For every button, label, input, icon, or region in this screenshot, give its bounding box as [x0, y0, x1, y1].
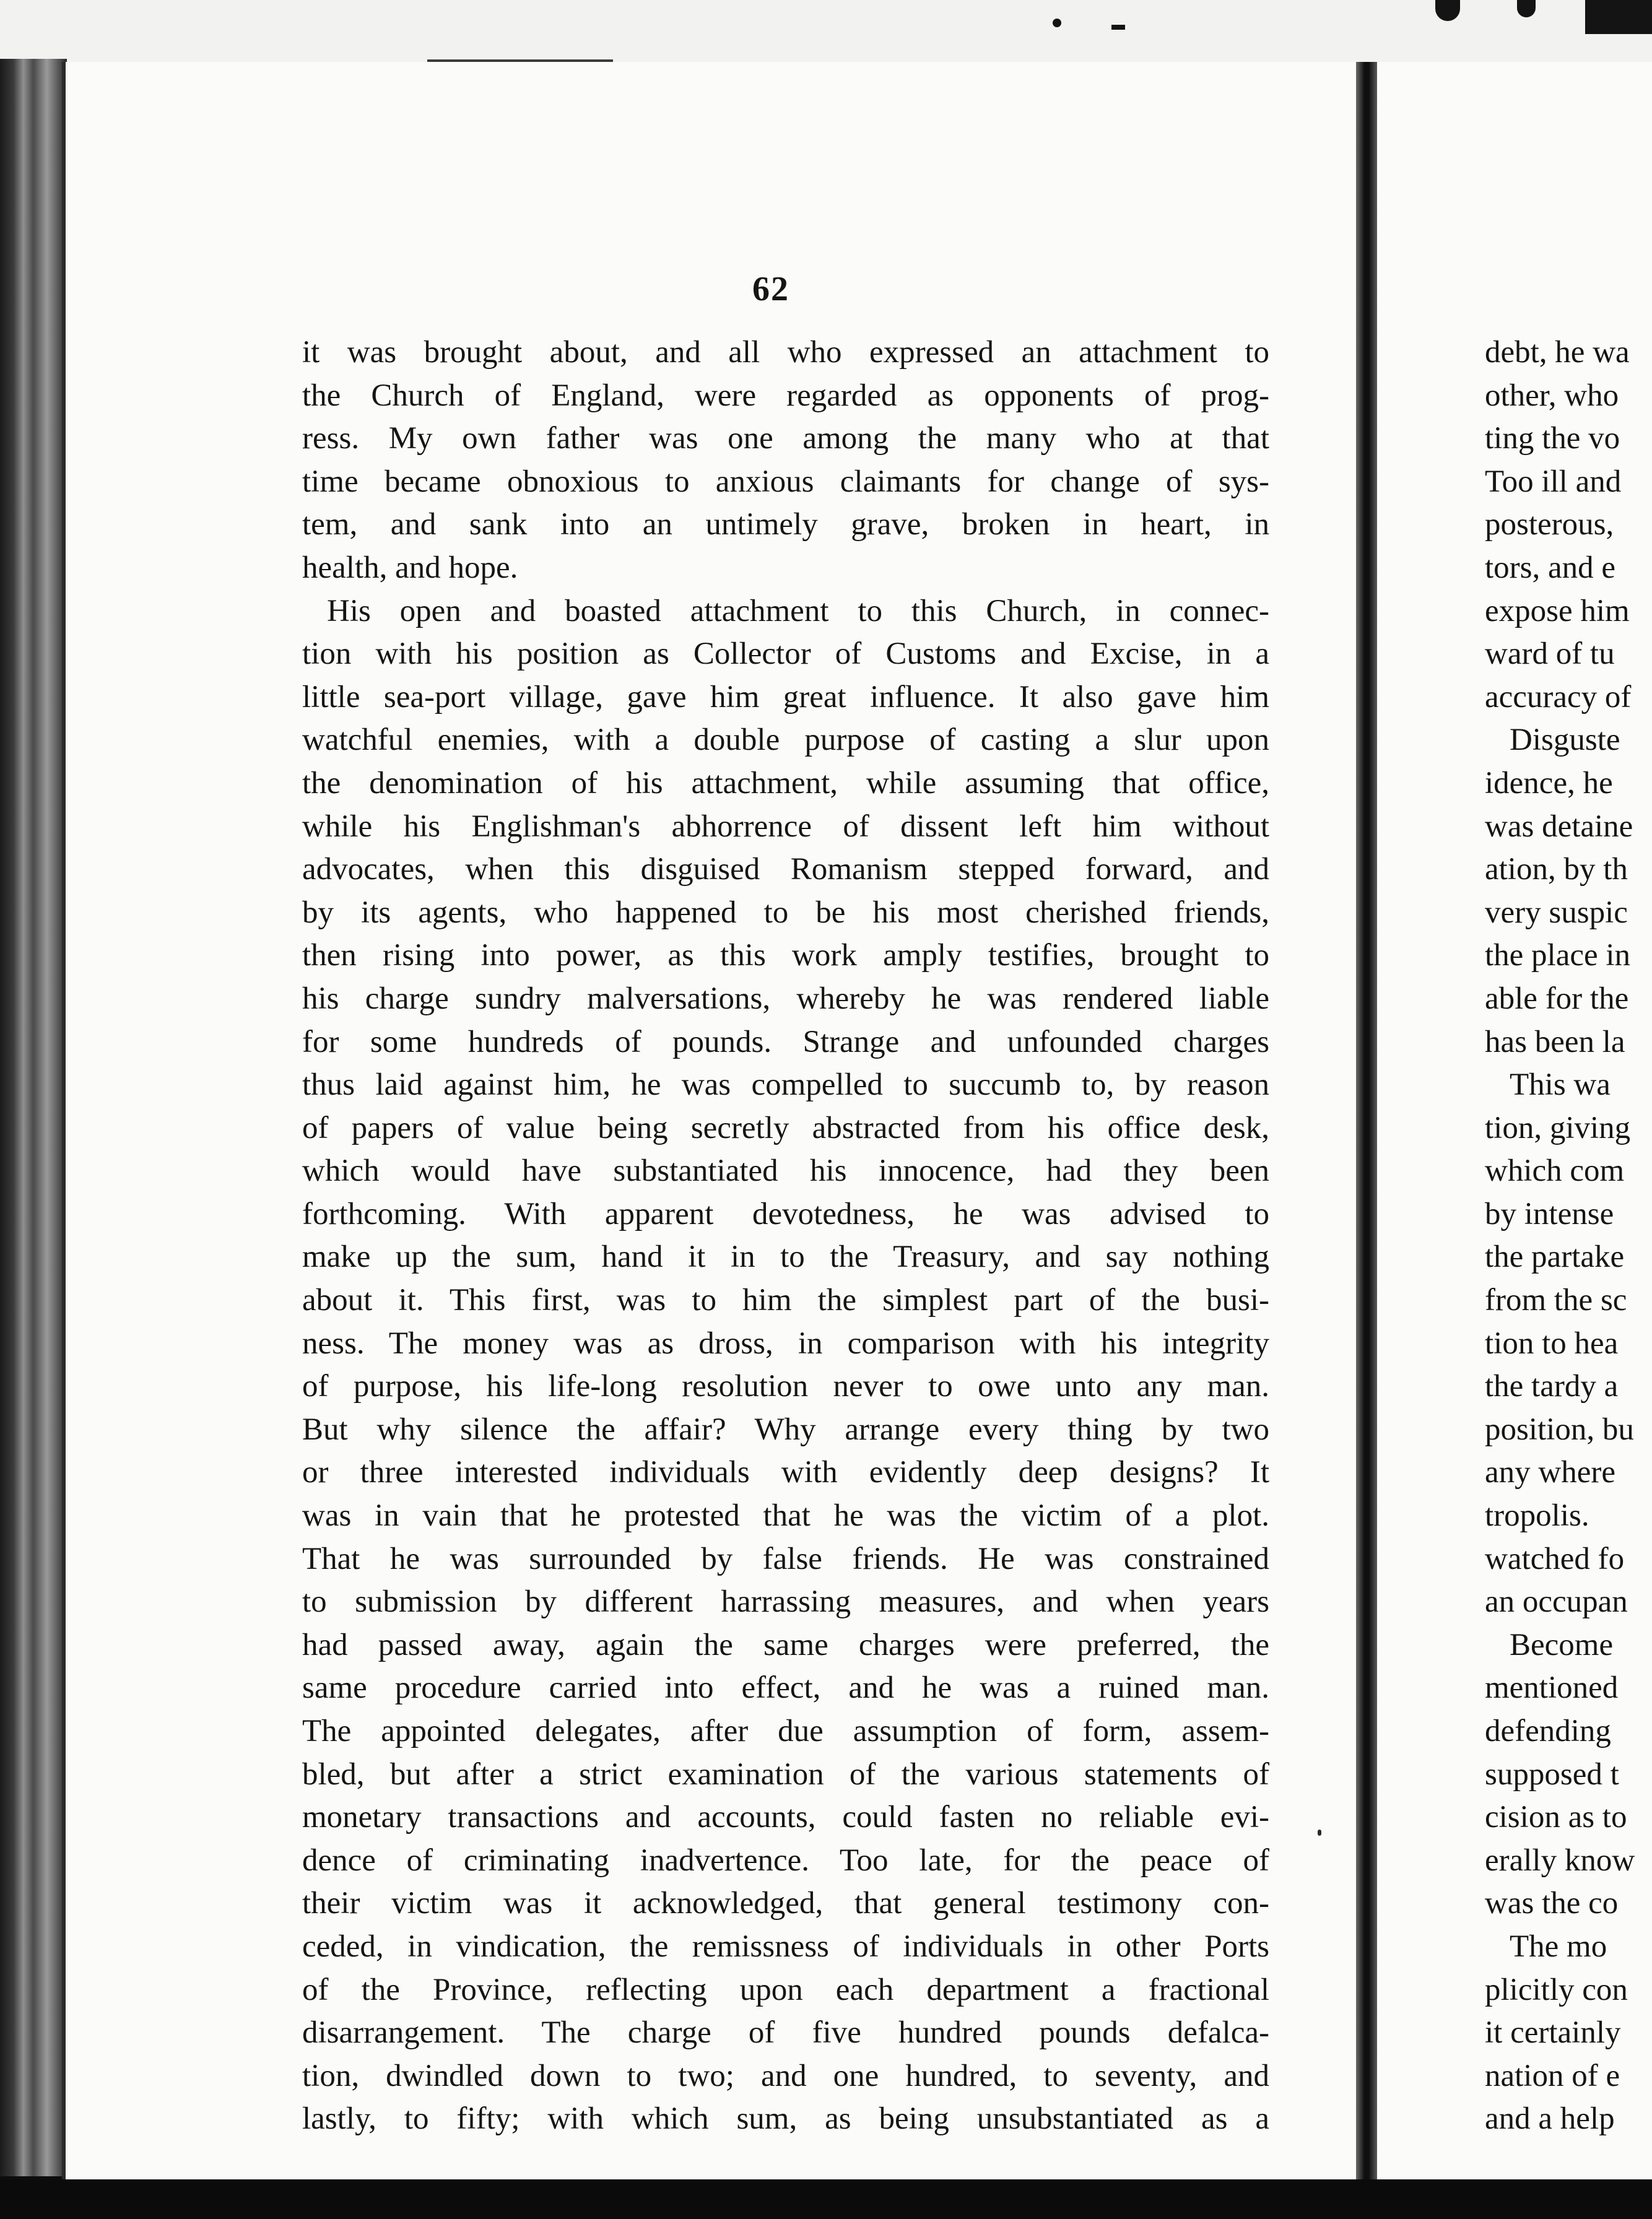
- text-line: to submission by different harrassing measures, and when years: [302, 1584, 1269, 1620]
- text-line: has been la: [1485, 1024, 1625, 1059]
- text-line: monetary transactions and accounts, could fasten no reliable evi-: [302, 1800, 1269, 1835]
- text-line: had passed away, again the same charges were preferred, the: [302, 1627, 1269, 1662]
- text-line: or three interested individuals with evidently deep designs? It: [302, 1455, 1269, 1490]
- text-line: tion, giving: [1485, 1110, 1631, 1145]
- book-gutter: [1356, 62, 1377, 2179]
- ink-speck: [1585, 0, 1652, 34]
- text-line: defending: [1485, 1714, 1611, 1748]
- text-line: cision as to: [1485, 1800, 1627, 1835]
- text-line: The mo: [1510, 1929, 1607, 1964]
- text-line: plicitly con: [1485, 1972, 1628, 2007]
- text-line: the tardy a: [1485, 1369, 1619, 1404]
- text-line: ness. The money was as dross, in comparison with his integrity: [302, 1326, 1269, 1361]
- text-line: ting the vo: [1485, 421, 1620, 456]
- text-line: nation of e: [1485, 2058, 1620, 2093]
- ink-speck: [1517, 0, 1536, 17]
- text-line: was in vain that he protested that he was the victim of a plot.: [302, 1498, 1269, 1534]
- text-line: then rising into power, as this work amply testifies, brought to: [302, 938, 1269, 973]
- ink-mark: [1318, 1830, 1321, 1836]
- text-line: His open and boasted attachment to this Church, in connec-: [327, 593, 1269, 628]
- text-line: disarrangement. The charge of five hundred pounds defalca-: [302, 2015, 1269, 2051]
- text-line: tropolis.: [1485, 1498, 1589, 1534]
- text-line: ation, by th: [1485, 852, 1628, 887]
- text-line: accuracy of: [1485, 679, 1632, 714]
- text-line: tion to hea: [1485, 1326, 1619, 1361]
- text-line: posterous,: [1485, 507, 1614, 542]
- text-line: little sea-port village, gave him great influence. It also gave him: [302, 679, 1269, 714]
- text-line: by intense: [1485, 1196, 1614, 1231]
- text-line: That he was surrounded by false friends. He was constrained: [302, 1541, 1269, 1576]
- page-number: 62: [752, 270, 789, 308]
- text-line: expose him: [1485, 593, 1630, 628]
- right-page-text: [1485, 331, 1652, 2141]
- text-line: able for the: [1485, 981, 1629, 1016]
- text-line: was detaine: [1485, 809, 1633, 844]
- text-line: ress. My own father was one among the many who at that: [302, 421, 1269, 456]
- text-line: Become: [1510, 1627, 1614, 1662]
- text-line: the denomination of his attachment, while assuming that office,: [302, 765, 1269, 801]
- left-page-text: [302, 331, 1269, 2141]
- text-line: mentioned: [1485, 1670, 1619, 1706]
- text-line: time became obnoxious to anxious claimants for change of sys-: [302, 464, 1269, 499]
- text-line: tors, and e: [1485, 550, 1616, 585]
- text-line: while his Englishman's abhorrence of dissent left him without: [302, 809, 1269, 844]
- text-line: But why silence the affair? Why arrange every thing by two: [302, 1412, 1269, 1447]
- text-line: health, and hope.: [302, 550, 518, 585]
- text-line: bled, but after a strict examination of the various statements of: [302, 1757, 1269, 1792]
- scan-top-margin: [0, 0, 1652, 68]
- text-line: ward of tu: [1485, 636, 1615, 672]
- text-line: was the co: [1485, 1886, 1619, 1921]
- text-line: dence of criminating inadvertence. Too late, for the peace of: [302, 1843, 1269, 1878]
- text-line: which com: [1485, 1153, 1625, 1189]
- text-line: lastly, to fifty; with which sum, as being unsubstantiated as a: [302, 2101, 1269, 2137]
- text-line: forthcoming. With apparent devotedness, he was advised to: [302, 1196, 1269, 1231]
- text-line: watchful enemies, with a double purpose of casting a slur upon: [302, 723, 1269, 758]
- text-line: of papers of value being secretly abstracted from his office desk,: [302, 1110, 1269, 1145]
- text-line: and a help: [1485, 2101, 1615, 2137]
- text-line: the place in: [1485, 938, 1631, 973]
- ink-speck: [1053, 19, 1061, 27]
- text-line: Too ill and: [1485, 464, 1622, 499]
- scan-bottom-margin: [0, 2179, 1652, 2219]
- text-line: the Church of England, were regarded as opponents of prog-: [302, 378, 1269, 413]
- text-line: their victim was it acknowledged, that general testimony con-: [302, 1886, 1269, 1921]
- text-line: make up the sum, hand it in to the Treasury, and say nothing: [302, 1240, 1269, 1275]
- text-line: supposed t: [1485, 1757, 1619, 1792]
- text-line: it certainly: [1485, 2015, 1621, 2051]
- text-line: watched fo: [1485, 1541, 1625, 1576]
- text-line: of the Province, reflecting upon each department a fractional: [302, 1972, 1269, 2007]
- text-line: it was brought about, and all who expressed an attachment to: [302, 335, 1269, 370]
- text-line: of purpose, his life-long resolution never to owe unto any man.: [302, 1369, 1269, 1404]
- text-line: position, bu: [1485, 1412, 1634, 1447]
- text-line: the partake: [1485, 1240, 1625, 1275]
- text-line: which would have substantiated his innocence, had they been: [302, 1153, 1269, 1189]
- text-line: erally know: [1485, 1843, 1635, 1878]
- text-line: ceded, in vindication, the remissness of individuals in other Ports: [302, 1929, 1269, 1964]
- ink-speck: [1111, 25, 1125, 30]
- text-line: about it. This first, was to him the simplest part of the busi-: [302, 1283, 1269, 1318]
- book-spine-edge: [0, 59, 67, 2176]
- text-line: advocates, when this disguised Romanism stepped forward, and: [302, 852, 1269, 887]
- text-line: tion with his position as Collector of Customs and Excise, in a: [302, 636, 1269, 672]
- text-line: an occupan: [1485, 1584, 1628, 1620]
- text-line: by its agents, who happened to be his most cherished friends,: [302, 895, 1269, 930]
- text-line: very suspic: [1485, 895, 1628, 930]
- text-line: debt, he wa: [1485, 335, 1630, 370]
- text-line: tion, dwindled down to two; and one hundred, to seventy, and: [302, 2058, 1269, 2093]
- text-line: from the sc: [1485, 1283, 1627, 1318]
- text-line: for some hundreds of pounds. Strange and unfounded charges: [302, 1024, 1269, 1059]
- text-line: same procedure carried into effect, and he was a ruined man.: [302, 1670, 1269, 1706]
- text-line: thus laid against him, he was compelled to succumb to, by reason: [302, 1067, 1269, 1103]
- text-line: any where: [1485, 1455, 1615, 1490]
- text-line: Disguste: [1510, 723, 1620, 758]
- text-line: idence, he: [1485, 765, 1613, 801]
- text-line: other, who: [1485, 378, 1619, 413]
- text-line: his charge sundry malversations, whereby he was rendered liable: [302, 981, 1269, 1016]
- text-line: The appointed delegates, after due assumption of form, assem-: [302, 1714, 1269, 1748]
- text-line: tem, and sank into an untimely grave, broken in heart, in: [302, 507, 1269, 542]
- text-line: This wa: [1510, 1067, 1611, 1103]
- ink-speck: [1435, 0, 1460, 21]
